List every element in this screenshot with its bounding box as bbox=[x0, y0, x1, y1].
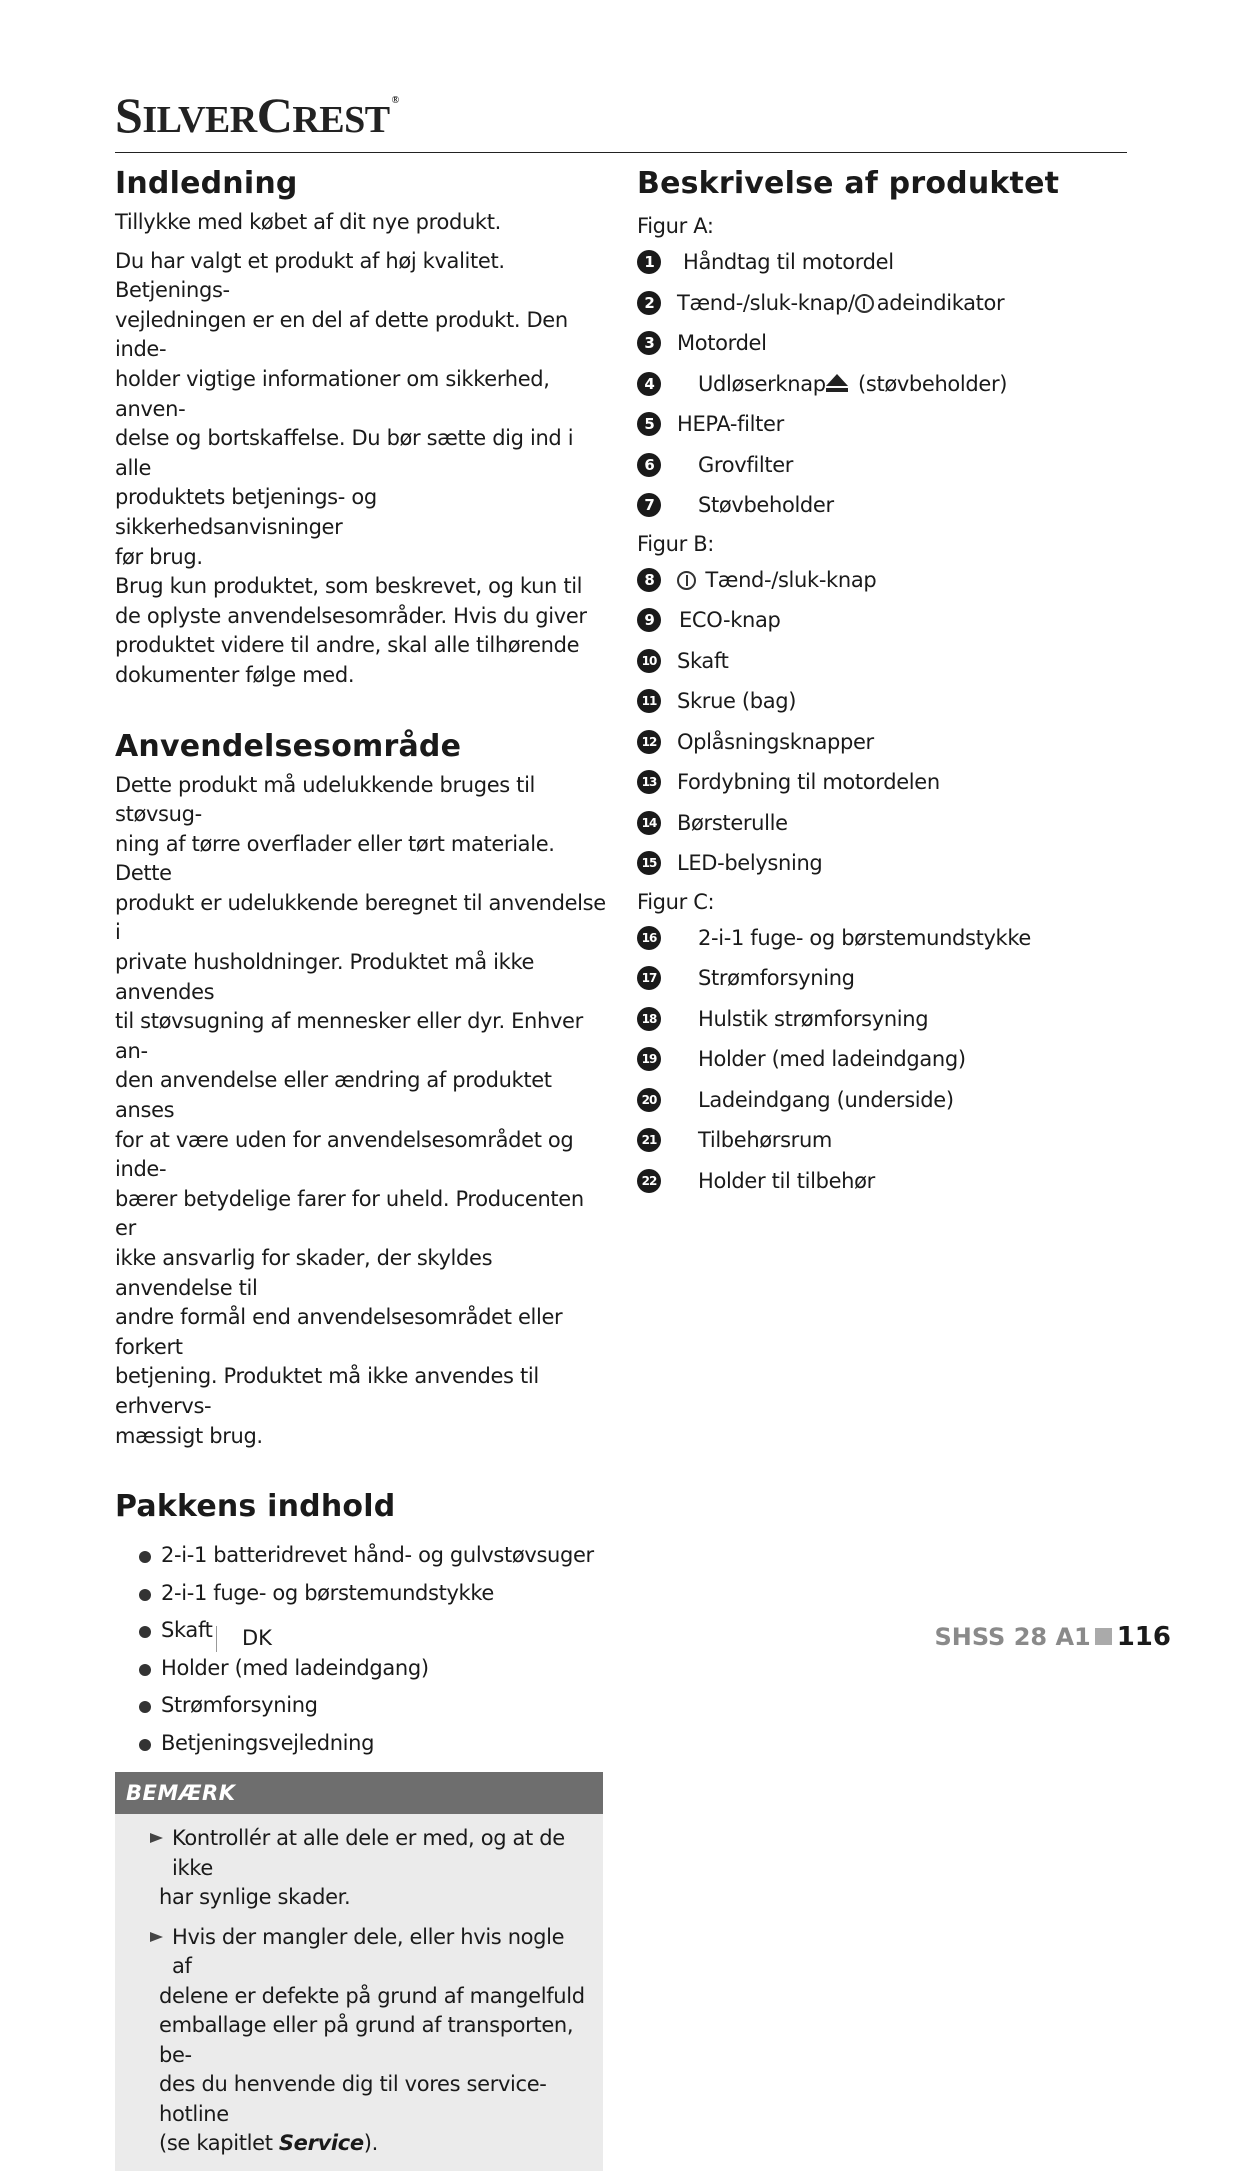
intro-paragraph-1: Tillykke med købet af dit nye produkt. bbox=[115, 210, 501, 234]
number-badge: 20 bbox=[637, 1088, 661, 1112]
part-item: 5 HEPA-filter bbox=[637, 404, 1137, 445]
description-heading: Beskrivelse af produktet bbox=[637, 166, 1060, 201]
part-item: 17 Strømforsyning bbox=[637, 958, 1137, 999]
number-badge: 11 bbox=[637, 689, 661, 713]
list-item: Strømforsyning bbox=[139, 1687, 610, 1725]
header-rule bbox=[115, 152, 1127, 153]
footer-model: SHSS 28 A1 116 bbox=[934, 1622, 1171, 1652]
figure-a-label: Figur A: bbox=[637, 214, 714, 238]
figure-b-list bbox=[637, 560, 1137, 884]
silvercrest-logo: SILVERCREST ® bbox=[115, 87, 399, 143]
part-item: 22 Holder til tilbehør bbox=[637, 1161, 1137, 1202]
figure-c-label: Figur C: bbox=[637, 889, 715, 914]
number-badge: 12 bbox=[637, 730, 661, 754]
bullet-icon bbox=[139, 1664, 151, 1676]
note-item-2: Hvis der mangler dele, eller hvis nogle af delene er defekte på grund af mangelfuld emballage eller på grund af transporten, be- des du henvende dig til vores service-hotline (se kapitlet Service). bbox=[115, 1923, 603, 2159]
note-header: BEMÆRK bbox=[115, 1772, 603, 1814]
service-reference: Service bbox=[278, 2131, 364, 2156]
part-item: 8 Tænd-/sluk-knap bbox=[637, 560, 1137, 601]
part-item: 21 Tilbehørsrum bbox=[637, 1120, 1137, 1161]
list-item: 2-i-1 fuge- og børstemundstykke bbox=[139, 1575, 610, 1613]
arrow-right-icon bbox=[150, 1833, 163, 1843]
number-badge: 4 bbox=[637, 372, 661, 396]
package-heading: Pakkens indhold bbox=[115, 1489, 396, 1525]
part-item: 10 Skaft bbox=[637, 641, 1137, 682]
package-list bbox=[115, 1537, 610, 1762]
list-item: Betjeningsvejledning bbox=[139, 1725, 610, 1763]
eject-icon bbox=[826, 372, 848, 394]
part-item: 12 Oplåsningsknapper bbox=[637, 722, 1137, 763]
part-item: 15 LED-belysning bbox=[637, 843, 1137, 884]
number-badge: 3 bbox=[637, 331, 661, 355]
note-item-1: Kontrollér at alle dele er med, og at de ikke har synlige skader. bbox=[115, 1824, 603, 1913]
right-column bbox=[637, 160, 1137, 1201]
intro-paragraph-2: Du har valgt et produkt af høj kvalitet. Betjenings- vejledningen er en del af dette produkt. Den inde- holder vigtige informationer om sikkerhed, anven- delse og bortskaffelse. Du bør sætte dig ind i alle produktets betjenings- og sikkerhedsanvisninger før brug. Brug kun produktet, som beskrevet, og kun til de oplyste anvendelsesområder. Hvis du giver produktet videre til andre, skal alle tilhørende dokumenter følge med. bbox=[115, 248, 587, 687]
power-icon bbox=[677, 571, 696, 590]
left-column bbox=[115, 160, 610, 2171]
footer-language: DK bbox=[242, 1626, 272, 1650]
number-badge: 18 bbox=[637, 1007, 661, 1031]
number-badge: 17 bbox=[637, 966, 661, 990]
figure-c-list bbox=[637, 918, 1137, 1202]
bullet-icon bbox=[139, 1626, 151, 1638]
number-badge: 16 bbox=[637, 926, 661, 950]
page-number: 116 bbox=[1116, 1622, 1171, 1652]
part-item: 19 Holder (med ladeindgang) bbox=[637, 1039, 1137, 1080]
number-badge: 7 bbox=[637, 493, 661, 517]
number-badge: 2 bbox=[637, 291, 661, 315]
note-box bbox=[115, 1772, 603, 2171]
usage-paragraph: Dette produkt må udelukkende bruges til støvsug- ning af tørre overflader eller tørt materiale. Dette produkt er udelukkende beregnet til anvendelse i private husholdninger. Produktet må ikke anvendes til støvsugning af mennesker eller dyr. Enhver an- den anvendelse eller ændring af produktet anses for at være uden for anvendelsesområdet og inde- bærer betydelige farer for uheld. Producenten er ikke ansvarlig for skader, der skyldes anvendelse til andre formål end anvendelsesområdet eller forkert betjening. Produktet må ikke anvendes til erhvervs- mæssigt brug. bbox=[115, 772, 606, 1448]
number-badge: 15 bbox=[637, 851, 661, 875]
bullet-icon bbox=[139, 1701, 151, 1713]
number-badge: 6 bbox=[637, 453, 661, 477]
figure-b-label: Figur B: bbox=[637, 531, 715, 556]
part-item: 7 Støvbeholder bbox=[637, 485, 1137, 526]
footer-divider bbox=[216, 1626, 217, 1652]
number-badge: 9 bbox=[637, 608, 661, 632]
number-badge: 19 bbox=[637, 1047, 661, 1071]
bullet-icon bbox=[139, 1551, 151, 1563]
number-badge: 13 bbox=[637, 770, 661, 794]
number-badge: 21 bbox=[637, 1128, 661, 1152]
part-item: 6 Grovfilter bbox=[637, 445, 1137, 486]
square-icon bbox=[1095, 1628, 1112, 1645]
number-badge: 8 bbox=[637, 568, 661, 592]
number-badge: 10 bbox=[637, 649, 661, 673]
arrow-right-icon bbox=[150, 1932, 163, 1942]
part-item: 16 2-i-1 fuge- og børstemundstykke bbox=[637, 918, 1137, 959]
intro-section bbox=[115, 160, 610, 691]
part-item: 9 ECO-knap bbox=[637, 600, 1137, 641]
part-item: 18 Hulstik strømforsyning bbox=[637, 999, 1137, 1040]
part-item: 1 Håndtag til motordel bbox=[637, 242, 1137, 283]
package-section bbox=[115, 1483, 610, 2171]
power-icon bbox=[855, 294, 874, 313]
usage-section bbox=[115, 723, 610, 1452]
list-item: Skaft bbox=[139, 1612, 610, 1650]
part-item: 4 Udløserknap (støvbeholder) bbox=[637, 364, 1137, 405]
list-item: 2-i-1 batteridrevet hånd- og gulvstøvsuger bbox=[139, 1537, 610, 1575]
part-item: 2 Tænd-/sluk-knap/ adeindikator bbox=[637, 283, 1137, 324]
number-badge: 1 bbox=[637, 250, 661, 274]
number-badge: 14 bbox=[637, 811, 661, 835]
part-item: 13 Fordybning til motordelen bbox=[637, 762, 1137, 803]
figure-a-list bbox=[637, 242, 1137, 526]
list-item: Holder (med ladeindgang) bbox=[139, 1650, 610, 1688]
bullet-icon bbox=[139, 1739, 151, 1751]
part-item: 14 Børsterulle bbox=[637, 803, 1137, 844]
part-item: 3 Motordel bbox=[637, 323, 1137, 364]
number-badge: 22 bbox=[637, 1169, 661, 1193]
intro-heading: Indledning bbox=[115, 166, 298, 201]
number-badge: 5 bbox=[637, 412, 661, 436]
bullet-icon bbox=[139, 1589, 151, 1601]
part-item: 20 Ladeindgang (underside) bbox=[637, 1080, 1137, 1121]
part-item: 11 Skrue (bag) bbox=[637, 681, 1137, 722]
usage-heading: Anvendelsesområde bbox=[115, 728, 462, 764]
